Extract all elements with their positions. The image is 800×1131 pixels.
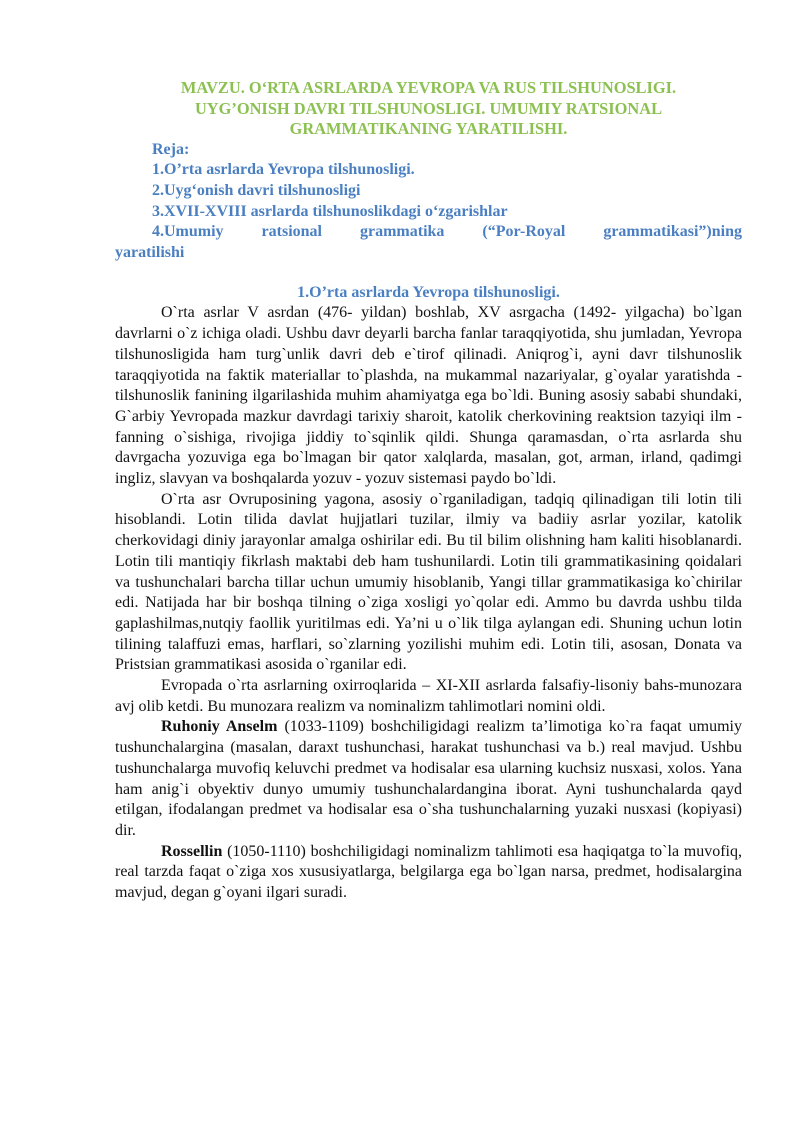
plan-list (115, 140, 742, 264)
plan-item: 2.Uyg‘onish davri tilshunosligi (152, 181, 361, 199)
body-paragraph: Evropada o`rta asrlarning oxirroqlarida – XI-XII asrlarda falsafiy-lisoniy bahs-munozara avj olib ketdi. Bu munozara realizm va nominalizm tahlimotlari nomini oldi. (115, 677, 742, 715)
title-line: MAVZU. O‘RTA ASRLARDA YEVROPA VA RUS TILSHUNOSLIGI. (180, 78, 677, 97)
plan-item-continued: yaratilishi (115, 244, 185, 262)
plan-item: 1.O’rta asrlarda Yevropa tilshunosligi. (152, 161, 415, 179)
section-heading: 1.O’rta asrlarda Yevropa tilshunosligi. (297, 283, 560, 301)
plan-item: 3.XVII-XVIII asrlarda tilshunoslikdagi o‘zgarishlar (152, 202, 508, 220)
title-line: UYG’ONISH DAVRI TILSHUNOSLIGI. UMUMIY RATSIONAL (194, 98, 663, 118)
title-line: GRAMMATIKANING YARATILISHI. (289, 119, 568, 138)
body-paragraph (115, 717, 742, 841)
document-title (115, 78, 742, 140)
body-paragraph (115, 842, 742, 904)
body-paragraph: O`rta asr Ovruposining yagona, asosiy o`rganiladigan, tadqiq qilinadigan tili lotin tili hisoblandi. Lotin tilida davlat hujjatlari tuzilar, ilmiy va badiiy asrlar yozilar, katolik cherkovidagi diniy jarayonlar amalga oshirilar edi. Bu til bilim olishning ham kaliti hisoblanardi. Lotin tili mantiqiy fikrlash maktabi deb ham tushunilardi. Lotin tili grammatikasining qoidalari va tushunchalari barcha tillar uchun umumiy hisoblanib, Yangi tillar grammatikasiga ko`chirilar edi. Natijada har bir boshqa tilning o`ziga xosligi yo`qolar edi. Ammo bu davrda ushbu tilda gaplashilmas,nutqiy faollik yuritilmas edi. Ya’ni u o`lik tilga aylangan edi. Shuning uchun lotin tilining talaffuzi emas, harflari, so`zlarning yozilishi muhim edi. Lotin tili, asosan, Donata va Pristsian grammatikasi asosida o`rganilar edi. (115, 490, 742, 674)
plan-item: 4.Umumiy ratsional grammatika (“Por-Royal grammatikasi”)ning (152, 223, 742, 241)
plan-label: Reja: (152, 140, 190, 158)
paragraph-text: (1033-1109) boshchiligidagi realizm ta’limotiga ko`ra faqat umumiy tushunchalargina (masalan, daraxt tushunchasi, harakat tushunchasi va b.) real mavjud. Ushbu tushunchalarga muvofiq keluvchi predmet va hodisalar esa ularning kuchsiz nusxasi, xolos. Yana ham anig`i obyektiv dunyo umumiy tushunchalardangina iborat. Ayni tushunchalarda qayd etilgan, ifodalangan predmet va hodisalar esa o`sha tushunchalarning yuzaki nusxasi (kopiyasi) dir. (115, 718, 742, 839)
paragraph-text: (1050-1110) boshchiligidagi nominalizm tahlimoti esa haqiqatga to`la muvofiq, real tarzda faqat o`ziga xos xususiyatlarga, belgilarga ega bo`lgan narsa, predmet, hodisalargina mavjud, degan g`oyani ilgari suradi. (115, 842, 742, 902)
document-page (115, 78, 742, 904)
person-name: Ruhoniy Anselm (161, 718, 278, 736)
body-paragraph: O`rta asrlar V asrdan (476- yildan) boshlab, XV asrgacha (1492- yilgacha) bo`lgan davrlarni o`z ichiga oladi. Ushbu davr deyarli barcha fanlar taraqqiyotida, shu jumladan, Yevropa tilshunosligida ham turg`unlik davri deb e`tirof qilinadi. Aniqrog`i, ayni davr tilshunoslik taraqqiyotida na faktik materiallar to`plashda, na mukammal nazariyalar, g`oyalar yaratishda - tilshunoslik fanining ilgarilashida muhim ahamiyatga ega bo`ldi. Buning asosiy sababi shundaki, G`arbiy Yevropada mazkur davrdagi tarixiy sharoit, katolik cherkovining reaktsion tazyiqi ilm - fanning o`sishiga, rivojiga jiddiy to`sqinlik qildi. Shunga qaramasdan, o`rta asrlarda shu davrgacha yozuviga ega bo`lmagan bir qator xalqlarda, masalan, got, arman, irland, qadimgi ingliz, slavyan va boshqalarda yozuv - yozuv sistemasi paydo bo`ldi. (115, 304, 742, 488)
person-name: Rossellin (161, 842, 223, 860)
